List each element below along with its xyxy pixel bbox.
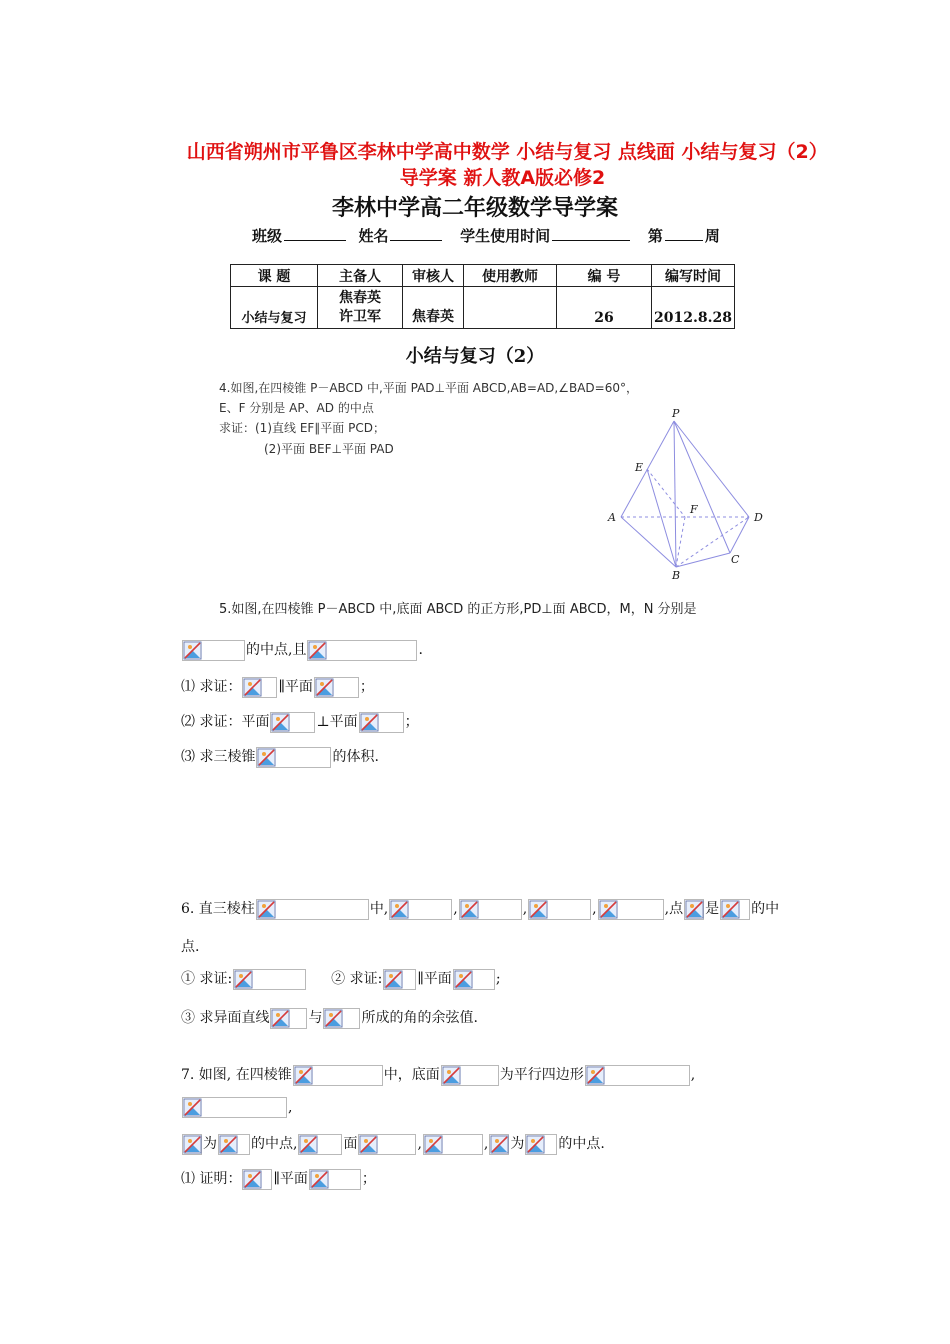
broken-image-glyph (183, 641, 203, 660)
broken-image-icon (323, 1008, 360, 1029)
broken-image-glyph (299, 1135, 319, 1154)
broken-image-glyph (271, 713, 291, 732)
broken-image-icon (423, 1134, 483, 1155)
cell-teacher (464, 287, 557, 329)
broken-image-icon (359, 712, 404, 733)
q6-p3-prefix: ③ 求异面直线 (181, 1010, 270, 1026)
label-p: P (672, 407, 680, 420)
broken-image-glyph (271, 1009, 291, 1028)
broken-image-glyph (183, 1135, 203, 1154)
cell-date: 2012.8.28 (652, 287, 735, 329)
q6-comma: , (522, 901, 528, 917)
q7-comma: , (288, 1099, 293, 1116)
q6-comma: , (453, 901, 458, 917)
name-blank (390, 226, 442, 241)
q7-p1-end: ； (361, 1171, 376, 1187)
q5-text-period: . (418, 642, 423, 658)
broken-image-glyph (390, 900, 410, 919)
broken-image-icon (256, 899, 369, 920)
col-reviewer: 审核人 (403, 265, 464, 287)
broken-image-icon (233, 969, 306, 990)
broken-image-glyph (490, 1135, 510, 1154)
broken-image-icon (242, 1169, 272, 1190)
cell-topic: 小结与复习 (231, 287, 318, 329)
document-title: 山西省朔州市平鲁区李林中学高中数学 小结与复习 点线面 小结与复习（2）导学案 新人教A版必修2 (186, 141, 819, 189)
broken-image-icon (314, 677, 359, 698)
broken-image-glyph (257, 900, 277, 919)
q7-text-as: 为 (203, 1136, 217, 1152)
label-c: C (731, 553, 740, 566)
week-suffix: 周 (704, 227, 720, 245)
broken-image-glyph (442, 1066, 462, 1085)
broken-image-glyph (315, 678, 335, 697)
broken-image-glyph (183, 1098, 203, 1117)
preparer-1: 焦春英 (339, 289, 381, 306)
q7-p1-parallel: ∥平面 (273, 1171, 308, 1187)
broken-image-icon (489, 1134, 509, 1155)
broken-image-icon (441, 1065, 499, 1086)
broken-image-icon (525, 1134, 557, 1155)
broken-image-icon (182, 1134, 202, 1155)
broken-image-glyph (294, 1066, 314, 1085)
broken-image-icon (182, 640, 245, 661)
q6-p2-parallel: ∥平面 (417, 971, 452, 987)
meta-table (230, 264, 735, 329)
q5-p1-prefix: ⑴ 求证： (181, 679, 242, 695)
edge-pb (674, 421, 676, 567)
broken-image-glyph (308, 641, 328, 660)
q5-part-2 (181, 711, 419, 733)
q5-p1-end: ； (359, 679, 374, 695)
q6-text-midpoint: 的中 (751, 901, 780, 917)
q6-comma: , (592, 901, 597, 917)
meta-header-row (231, 265, 735, 287)
q7-text-midpoint: 的中点, (251, 1136, 298, 1152)
q6-p3-and: 与 (308, 1010, 323, 1026)
broken-image-glyph (721, 900, 741, 919)
edge-eb (647, 469, 676, 567)
student-info-line (252, 225, 720, 246)
broken-image-glyph (243, 678, 263, 697)
q7-text-base: 中，底面 (383, 1067, 440, 1083)
broken-image-icon (585, 1065, 690, 1086)
q6-text-point: ,点 (664, 901, 684, 917)
q7-text-parallelogram: 为平行四边形 (499, 1067, 584, 1083)
week-blank (665, 226, 703, 241)
q7-text-plane: 面 (343, 1136, 358, 1152)
broken-image-icon (293, 1065, 383, 1086)
broken-image-icon (684, 899, 704, 920)
col-teacher: 使用教师 (464, 265, 557, 287)
broken-image-icon (383, 969, 416, 990)
q5-p2-end: ； (404, 714, 419, 730)
q6-p2-prefix: ② 求证: (331, 971, 383, 987)
class-label: 班级 (252, 227, 283, 245)
q6-p1-prefix: ① 求证: (181, 971, 233, 987)
q6-p2-end: ; (495, 971, 501, 987)
col-date: 编写时间 (652, 265, 735, 287)
class-blank (284, 226, 346, 241)
broken-image-glyph (685, 900, 705, 919)
broken-image-glyph (586, 1066, 606, 1085)
broken-image-icon (453, 969, 495, 990)
broken-image-glyph (257, 748, 277, 767)
q6-text-in: 中, (369, 901, 389, 917)
q5-part-3 (181, 746, 379, 768)
time-label: 学生使用时间 (460, 227, 551, 245)
broken-image-icon (598, 899, 664, 920)
q7-line-2 (181, 1097, 292, 1118)
broken-image-icon (218, 1134, 250, 1155)
broken-image-icon (720, 899, 750, 920)
q4-line-4: (2)平面 BEF⊥平面 PAD (264, 442, 394, 456)
q4-line-3: 求证：(1)直线 EF∥平面 PCD； (219, 421, 385, 435)
broken-image-icon (182, 1097, 287, 1118)
edge-pc (674, 421, 730, 553)
edge-cd (730, 517, 749, 553)
broken-image-glyph (234, 970, 254, 989)
pyramid-figure (600, 405, 775, 585)
q6-line-2: 点. (181, 939, 200, 955)
q5-line-1: 5.如图,在四棱锥 P－ABCD 中,底面 ABCD 的正方形,PD⊥面 ABCD，M，N 分别是 (219, 602, 697, 617)
q5-p2-prefix: ⑵ 求证：平面 (181, 714, 270, 730)
q4-line-1: 4.如图,在四棱锥 P－ABCD 中,平面 PAD⊥平面 ABCD,AB=AD,∠BAD=60°， (219, 381, 638, 395)
q7-line-3 (181, 1133, 605, 1155)
q5-p2-perp: ⊥平面 (316, 714, 358, 730)
label-a: A (608, 511, 616, 524)
q7-prefix: 7. 如图, 在四棱锥 (181, 1067, 292, 1083)
broken-image-glyph (599, 900, 619, 919)
broken-image-icon (309, 1169, 361, 1190)
cell-number: 26 (557, 287, 652, 329)
q7-text-midpoint-end: 的中点. (558, 1136, 605, 1152)
broken-image-icon (242, 677, 277, 698)
q6-p3-end: 所成的角的余弦值. (361, 1010, 478, 1026)
edge-ef-hidden (647, 469, 685, 517)
q6-part-3 (181, 1007, 478, 1029)
broken-image-glyph (219, 1135, 239, 1154)
q5-p3-end: 的体积. (332, 749, 379, 765)
week-prefix: 第 (647, 227, 663, 245)
cell-preparer (318, 287, 403, 329)
q5-text-midpoint: 的中点,且 (246, 642, 307, 658)
q7-comma: , (483, 1136, 489, 1152)
col-preparer: 主备人 (318, 265, 403, 287)
broken-image-icon (459, 899, 522, 920)
broken-image-glyph (324, 1009, 344, 1028)
q5-part-1 (181, 676, 374, 698)
broken-image-icon (256, 747, 331, 768)
broken-image-glyph (454, 970, 474, 989)
q5-p3-prefix: ⑶ 求三棱锥 (181, 749, 256, 765)
q4-line-2: E、F 分别是 AP、AD 的中点 (219, 401, 374, 415)
q7-comma: , (417, 1136, 422, 1152)
q6-text-is: 是 (705, 901, 720, 917)
broken-image-glyph (460, 900, 480, 919)
q5-line-2 (181, 639, 423, 661)
col-topic: 课 题 (231, 265, 318, 287)
broken-image-glyph (310, 1170, 330, 1189)
preparer-2: 许卫军 (339, 308, 381, 325)
broken-image-glyph (384, 970, 404, 989)
broken-image-glyph (526, 1135, 546, 1154)
school-title: 李林中学高二年级数学导学案 (331, 195, 618, 221)
q6-line-1 (181, 898, 779, 920)
name-label: 姓名 (358, 227, 389, 245)
label-f: F (690, 503, 698, 516)
q7-text-as: 为 (510, 1136, 525, 1152)
broken-image-glyph (529, 900, 549, 919)
broken-image-glyph (360, 713, 380, 732)
q7-comma: , (690, 1067, 696, 1083)
broken-image-icon (307, 640, 417, 661)
broken-image-glyph (359, 1135, 379, 1154)
edge-ab (621, 517, 676, 567)
broken-image-icon (528, 899, 591, 920)
time-blank (552, 226, 630, 241)
label-e: E (635, 461, 644, 474)
edge-bc (676, 553, 730, 567)
edge-fb-hidden (676, 517, 685, 567)
meta-data-row (231, 287, 735, 329)
label-d: D (754, 511, 763, 524)
broken-image-glyph (243, 1170, 263, 1189)
broken-image-icon (389, 899, 452, 920)
label-b: B (672, 569, 681, 582)
q6-prefix: 6. 直三棱柱 (181, 901, 255, 917)
q6-parts-1-2 (181, 968, 501, 990)
broken-image-icon (358, 1134, 416, 1155)
col-number: 编 号 (557, 265, 652, 287)
q7-line-1 (181, 1064, 695, 1086)
cell-reviewer: 焦春英 (403, 287, 464, 329)
section-title: 小结与复习（2） (405, 346, 545, 367)
q7-p1-prefix: ⑴ 证明： (181, 1171, 242, 1187)
broken-image-icon (270, 1008, 307, 1029)
broken-image-icon (270, 712, 315, 733)
broken-image-glyph (424, 1135, 444, 1154)
q7-part-1 (181, 1168, 376, 1190)
edge-pd (674, 421, 749, 517)
q5-p1-parallel: ∥平面 (278, 679, 313, 695)
broken-image-icon (298, 1134, 342, 1155)
